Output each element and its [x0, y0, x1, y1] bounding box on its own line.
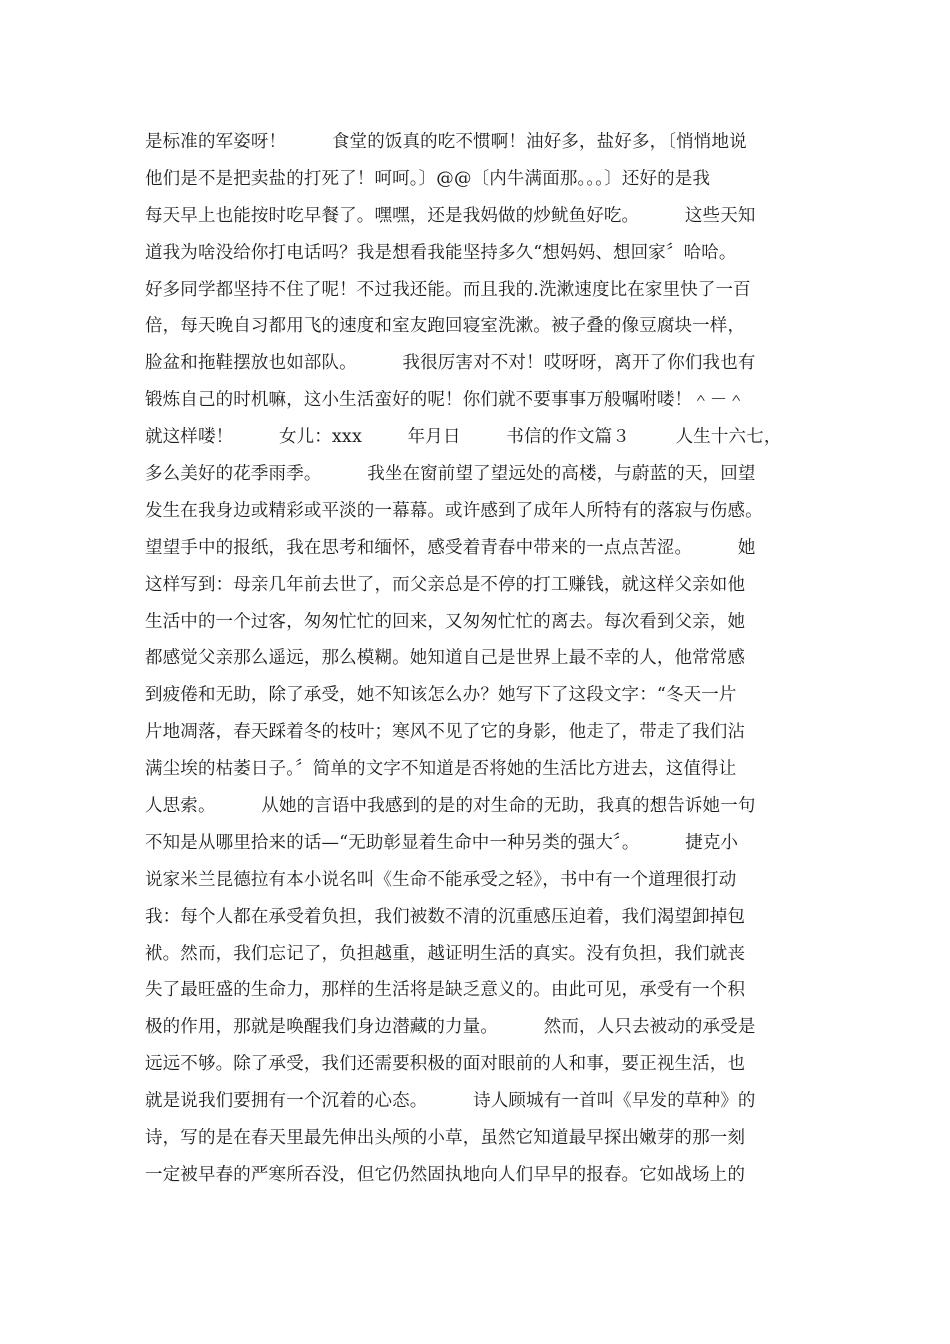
text-line: 他们是不是把卖盐的打死了！呵呵。〕@@〔内牛满面那。。。〕还好的是我 [145, 168, 711, 189]
text-line: 诗，写的是在春天里最先伸出头颅的小草，虽然它知道最早探出嫩芽的那一刻 [145, 1128, 746, 1149]
text-line: 脸盆和拖鞋摆放也如部队。 我很厉害对不对！哎呀呀，离开了你们我也有 [145, 353, 756, 374]
text-line: 说家米兰昆德拉有本小说名叫《生命不能承受之轻》，书中有一个道理很打动 [145, 869, 737, 890]
text-line: 到疲倦和无助，除了承受，她不知该怎么办？她写下了这段文字：“冬天一片 [145, 685, 737, 706]
text-line: 就这样喽！ 女儿：xxx 年月日 书信的作文篇３ 人生十六七， [145, 427, 782, 448]
text-line: 一定被早春的严寒所吞没，但它仍然固执地向人们早早的报春。它如战场上的 [145, 1164, 746, 1185]
text-line: 多么美好的花季雨季。 我坐在窗前望了望远处的高楼，与蔚蓝的天，回望 [145, 464, 756, 485]
text-line: 片地凋落，春天踩着冬的枝叶；寒风不见了它的身影，他走了，带走了我们沾 [145, 722, 746, 743]
text-line: 倍，每天晚自习都用飞的速度和室友跑回寝室洗漱。被子叠的像豆腐块一样， [145, 316, 746, 337]
text-line: 是标准的军姿呀！ 食堂的饭真的吃不惯啊！油好多，盐好多，〔悄悄地说 [145, 132, 747, 152]
text-line: 我：每个人都在承受着负担，我们被数不清的沉重感压迫着，我们渴望卸掉包 [145, 906, 746, 927]
text-line: 道我为啥没给你打电话吗？我是想看我能坚持多久“想妈妈、想回家〞哈哈。 [145, 242, 737, 263]
text-line: 极的作用，那就是唤醒我们身边潜藏的力量。 然而，人只去被动的承受是 [145, 1017, 756, 1038]
document-body [145, 124, 825, 1194]
text-line: 人思索。 从她的言语中我感到的是的对生命的无助，我真的想告诉她一句 [145, 796, 756, 817]
text-line: 都感觉父亲那么遥远，那么模糊。她知道自己是世界上最不幸的人，他常常感 [145, 648, 746, 669]
text-line: 望望手中的报纸，我在思考和缅怀，感受着青春中带来的一点点苦涩。 她 [145, 537, 756, 558]
text-line: 好多同学都坚持不住了呢！不过我还能。而且我的.洗漱速度比在家里快了一百 [145, 279, 751, 300]
text-line: 远远不够。除了承受，我们还需要积极的面对眼前的人和事，要正视生活，也 [145, 1054, 746, 1075]
text-line: 失了最旺盛的生命力，那样的生活将是缺乏意义的。由此可见，承受有一个积 [145, 980, 746, 1001]
text-line: 锻炼自己的时机嘛，这小生活蛮好的呢！你们就不要事事万般嘱咐喽！＾－＾ [145, 390, 746, 411]
text-line: 不知是从哪里拾来的话—“无助彰显着生命中一种另类的强大〞。 捷克小 [145, 832, 739, 853]
text-line: 生活中的一个过客，匆匆忙忙的回来，又匆匆忙忙的离去。每次看到父亲，她 [145, 611, 746, 632]
text-line: 每天早上也能按时吃早餐了。嘿嘿，还是我妈做的炒鱿鱼好吃。 这些天知 [145, 205, 756, 226]
text-line: 就是说我们要拥有一个沉着的心态。 诗人顾城有一首叫《早发的草种》的 [145, 1091, 756, 1112]
text-line: 满尘埃的枯萎日子。〞简单的文字不知道是否将她的生活比方进去，这值得让 [145, 759, 737, 780]
text-line: 发生在我身边或精彩或平淡的一幕幕。或许感到了成年人所特有的落寂与伤感。 [145, 500, 763, 521]
text-line: 袱。然而，我们忘记了，负担越重，越证明生活的真实。没有负担，我们就丧 [145, 943, 746, 964]
text-line: 这样写到：母亲几年前去世了，而父亲总是不停的打工赚钱，就这样父亲如他 [145, 574, 746, 595]
